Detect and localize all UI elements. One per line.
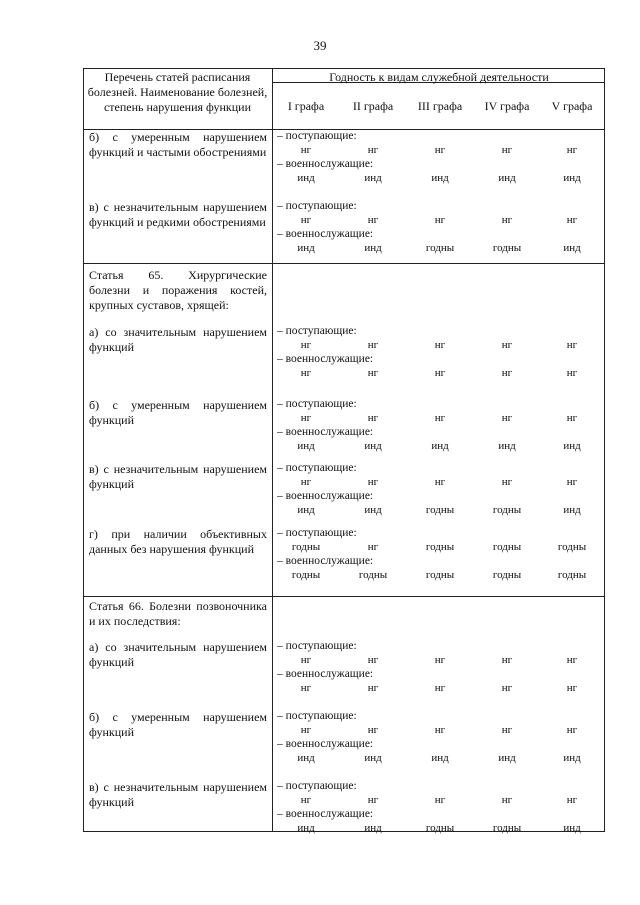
row-description: б) с умеренным нарушением функций	[89, 398, 267, 427]
section-divider	[83, 263, 605, 264]
value-applicants: нг	[501, 476, 513, 488]
value-applicants: нг	[566, 214, 578, 226]
value-servicemen: инд	[297, 440, 315, 452]
value-servicemen: годны	[492, 242, 522, 254]
servicemen-label: – военнослужащие:	[277, 228, 374, 240]
value-servicemen: годны	[557, 569, 587, 581]
value-applicants: нг	[367, 724, 379, 736]
value-applicants: нг	[566, 724, 578, 736]
value-servicemen: инд	[563, 242, 581, 254]
value-servicemen: инд	[431, 752, 449, 764]
value-applicants: нг	[566, 339, 578, 351]
applicants-label: – поступающие:	[277, 527, 357, 539]
column-header: V графа	[551, 99, 593, 113]
value-servicemen: нг	[566, 367, 578, 379]
value-servicemen: инд	[364, 504, 382, 516]
value-applicants: нг	[300, 654, 312, 666]
value-servicemen: нг	[300, 367, 312, 379]
value-applicants: годны	[492, 541, 522, 553]
applicants-label: – поступающие:	[277, 780, 357, 792]
servicemen-label: – военнослужащие:	[277, 668, 374, 680]
value-applicants: нг	[300, 794, 312, 806]
value-applicants: нг	[367, 794, 379, 806]
value-applicants: нг	[300, 339, 312, 351]
value-applicants: нг	[434, 412, 446, 424]
value-applicants: годны	[291, 541, 321, 553]
value-applicants: годны	[557, 541, 587, 553]
value-servicemen: годны	[358, 569, 388, 581]
servicemen-label: – военнослужащие:	[277, 490, 374, 502]
value-applicants: годны	[425, 541, 455, 553]
servicemen-label: – военнослужащие:	[277, 808, 374, 820]
column-header: II графа	[352, 99, 394, 113]
value-applicants: нг	[300, 412, 312, 424]
servicemen-label: – военнослужащие:	[277, 426, 374, 438]
value-applicants: нг	[367, 541, 379, 553]
value-servicemen: инд	[563, 504, 581, 516]
value-applicants: нг	[367, 214, 379, 226]
applicants-label: – поступающие:	[277, 200, 357, 212]
value-servicemen: инд	[498, 172, 516, 184]
value-applicants: нг	[501, 214, 513, 226]
servicemen-label: – военнослужащие:	[277, 738, 374, 750]
value-servicemen: инд	[297, 504, 315, 516]
value-servicemen: инд	[563, 752, 581, 764]
value-servicemen: нг	[434, 682, 446, 694]
value-servicemen: инд	[364, 440, 382, 452]
servicemen-label: – военнослужащие:	[277, 555, 374, 567]
value-applicants: нг	[434, 794, 446, 806]
value-servicemen: инд	[498, 440, 516, 452]
servicemen-label: – военнослужащие:	[277, 158, 374, 170]
value-servicemen: нг	[367, 367, 379, 379]
value-servicemen: инд	[431, 440, 449, 452]
value-servicemen: инд	[297, 172, 315, 184]
row-description: в) с незначительным нарушением функций и редкими обострениями	[89, 200, 267, 229]
applicants-label: – поступающие:	[277, 130, 357, 142]
value-applicants: нг	[434, 654, 446, 666]
value-applicants: нг	[501, 724, 513, 736]
page-number: 39	[313, 38, 327, 53]
value-servicemen: инд	[297, 822, 315, 834]
value-applicants: нг	[566, 476, 578, 488]
value-servicemen: инд	[364, 172, 382, 184]
applicants-label: – поступающие:	[277, 325, 357, 337]
value-servicemen: нг	[501, 682, 513, 694]
header-right: Годность к видам служебной деятельности	[329, 70, 549, 84]
row-description: а) со значительным нарушением функций	[89, 325, 267, 354]
value-servicemen: годны	[425, 504, 455, 516]
value-applicants: нг	[367, 339, 379, 351]
value-servicemen: инд	[297, 752, 315, 764]
applicants-label: – поступающие:	[277, 640, 357, 652]
value-servicemen: годны	[291, 569, 321, 581]
value-applicants: нг	[566, 412, 578, 424]
value-servicemen: инд	[364, 242, 382, 254]
value-servicemen: годны	[492, 822, 522, 834]
article-title: Статья 66. Болезни позвоночника и их последствия:	[89, 599, 267, 628]
value-applicants: нг	[434, 339, 446, 351]
value-servicemen: нг	[501, 367, 513, 379]
value-applicants: нг	[300, 214, 312, 226]
value-applicants: нг	[300, 724, 312, 736]
section-divider	[83, 596, 605, 597]
value-servicemen: инд	[297, 242, 315, 254]
servicemen-label: – военнослужащие:	[277, 353, 374, 365]
column-header: I графа	[287, 99, 325, 113]
row-description: в) с незначительным нарушением функций	[89, 780, 267, 809]
value-applicants: нг	[434, 144, 446, 156]
value-servicemen: инд	[563, 440, 581, 452]
value-applicants: нг	[566, 794, 578, 806]
row-description: б) с умеренным нарушением функций и частыми обострениями	[89, 130, 267, 159]
value-applicants: нг	[566, 144, 578, 156]
header-left: Перечень статей расписания болезней. Наименование болезней, степень нарушения функции	[87, 70, 268, 114]
value-servicemen: нг	[367, 682, 379, 694]
value-servicemen: инд	[364, 752, 382, 764]
value-servicemen: годны	[492, 504, 522, 516]
value-servicemen: нг	[566, 682, 578, 694]
applicants-label: – поступающие:	[277, 398, 357, 410]
value-applicants: нг	[367, 476, 379, 488]
value-servicemen: инд	[364, 822, 382, 834]
value-applicants: нг	[501, 794, 513, 806]
value-applicants: нг	[367, 144, 379, 156]
value-applicants: нг	[300, 144, 312, 156]
column-header: III графа	[417, 99, 463, 113]
value-servicemen: нг	[434, 367, 446, 379]
value-applicants: нг	[434, 476, 446, 488]
value-applicants: нг	[367, 654, 379, 666]
value-applicants: нг	[434, 214, 446, 226]
value-servicemen: инд	[563, 822, 581, 834]
applicants-label: – поступающие:	[277, 462, 357, 474]
row-description: г) при наличии объективных данных без нарушения функций	[89, 527, 267, 556]
value-servicemen: годны	[425, 242, 455, 254]
row-description: в) с незначительным нарушением функций	[89, 462, 267, 491]
value-applicants: нг	[501, 339, 513, 351]
column-header: IV графа	[484, 99, 530, 113]
value-applicants: нг	[434, 724, 446, 736]
row-description: б) с умеренным нарушением функций	[89, 710, 267, 739]
value-applicants: нг	[501, 412, 513, 424]
value-servicemen: годны	[425, 822, 455, 834]
value-servicemen: годны	[492, 569, 522, 581]
article-title: Статья 65. Хирургические болезни и поражения костей, крупных суставов, хрящей:	[89, 268, 267, 312]
row-description: а) со значительным нарушением функций	[89, 640, 267, 669]
value-applicants: нг	[300, 476, 312, 488]
value-servicemen: инд	[563, 172, 581, 184]
value-applicants: нг	[367, 412, 379, 424]
value-servicemen: инд	[431, 172, 449, 184]
value-servicemen: инд	[498, 752, 516, 764]
value-applicants: нг	[501, 654, 513, 666]
applicants-label: – поступающие:	[277, 710, 357, 722]
value-applicants: нг	[566, 654, 578, 666]
value-servicemen: нг	[300, 682, 312, 694]
value-applicants: нг	[501, 144, 513, 156]
value-servicemen: годны	[425, 569, 455, 581]
